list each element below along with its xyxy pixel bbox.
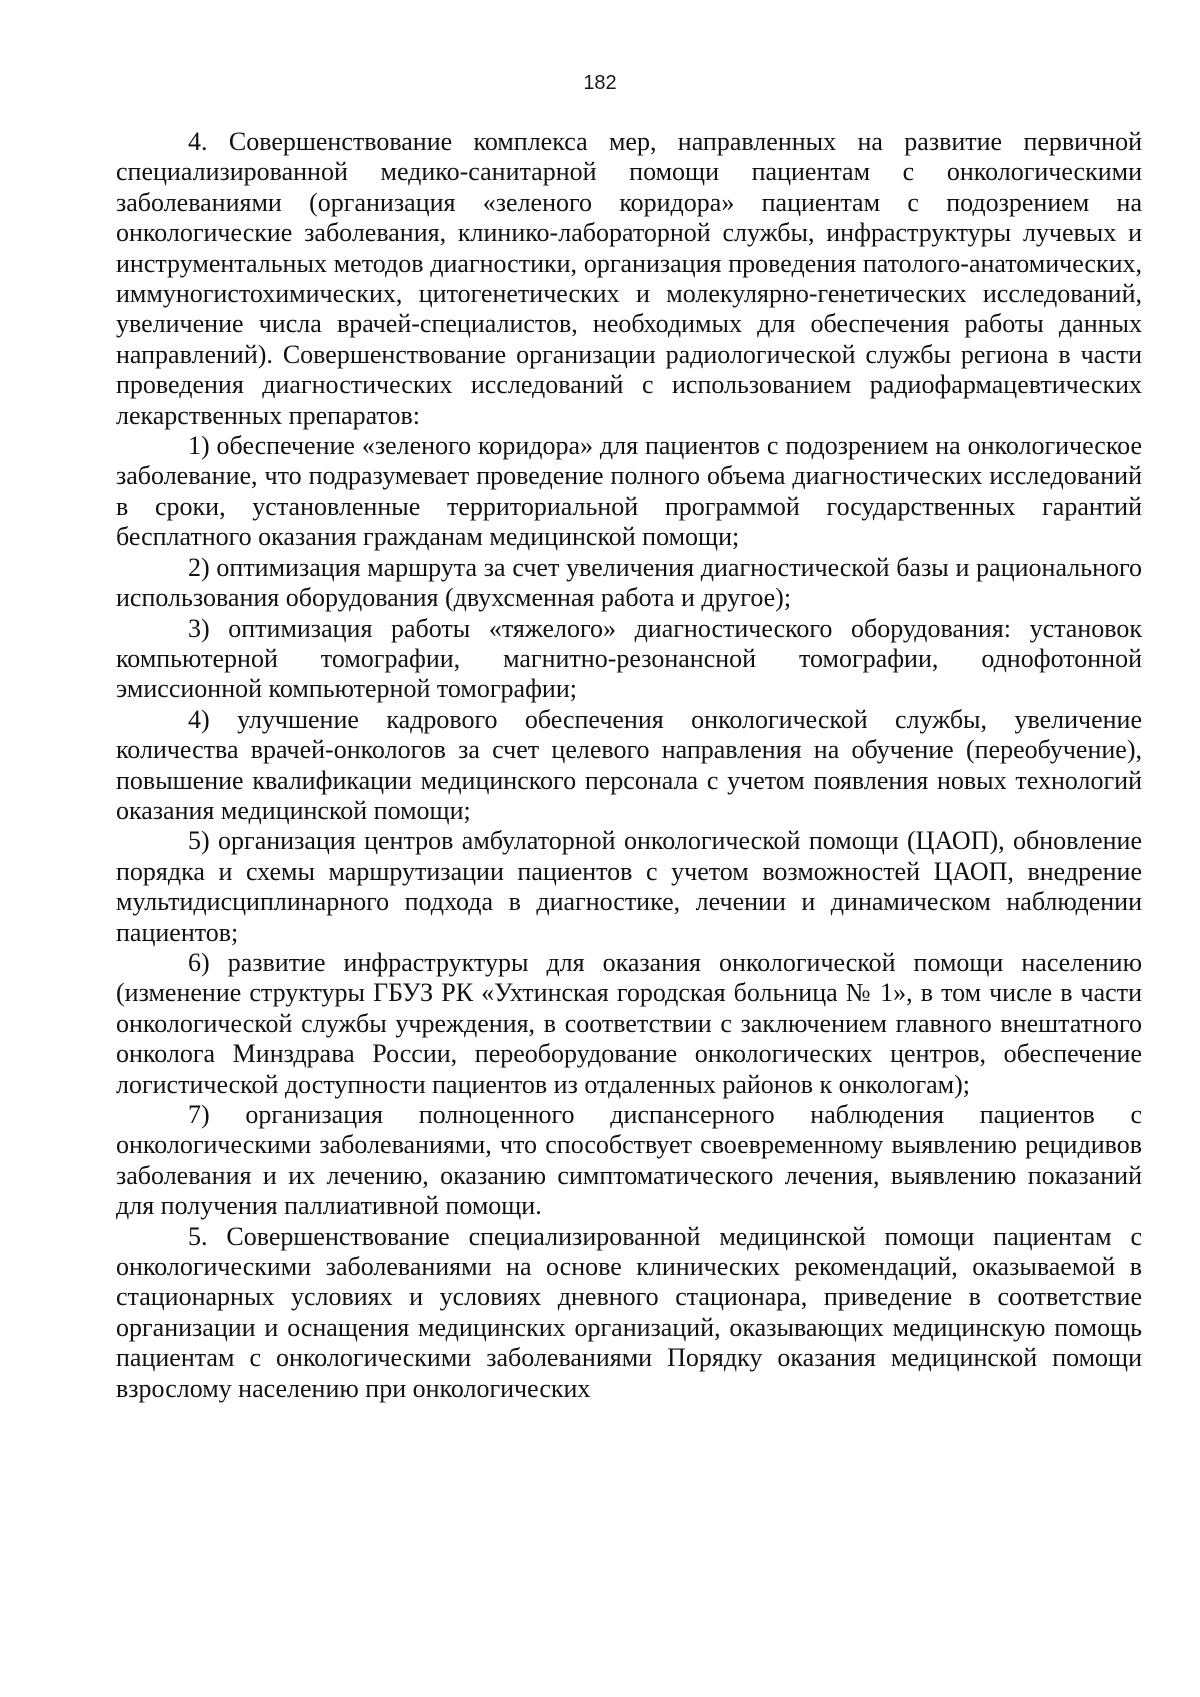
list-item-7: 7) организация полноценного диспансерного наблюдения пациентов с онкологическими заболеваниями, что способствует своевременному выявлению рецидивов заболевания и их лечению, оказанию симптоматического лечения, выявлению показаний для получения паллиативной помощи. bbox=[116, 1100, 1142, 1221]
list-item-3: 3) оптимизация работы «тяжелого» диагностического оборудования: установок компьютерной томографии, магнитно-резонансной томографии, однофотонной эмиссионной компьютерной томографии; bbox=[116, 613, 1142, 704]
list-item-4: 4) улучшение кадрового обеспечения онкологической службы, увеличение количества врачей-онкологов за счет целевого направления на обучение (переобучение), повышение квалификации медицинского персонала с учетом появления новых технологий оказания медицинской помощи; bbox=[116, 704, 1142, 825]
paragraph-section-5: 5. Совершенствование специализированной медицинской помощи пациентам с онкологическими заболеваниями на основе клинических рекомендаций, оказываемой в стационарных условиях и условиях дневного стационара, приведение в соответствие организации и оснащения медицинских организаций, оказывающих медицинскую помощь пациентам с онкологическими заболеваниями Порядку оказания медицинской помощи взрослому населению при онкологических bbox=[116, 1221, 1142, 1403]
list-item-6: 6) развитие инфраструктуры для оказания онкологической помощи населению (изменение структуры ГБУЗ РК «Ухтинская городская больница № 1», в том числе в части онкологической службы учреждения, в соответствии с заключением главного внештатного онколога Минздрава России, переоборудование онкологических центров, обеспечение логистической доступности пациентов из отдаленных районов к онкологам); bbox=[116, 947, 1142, 1099]
list-item-1: 1) обеспечение «зеленого коридора» для пациентов с подозрением на онкологическое заболевание, что подразумевает проведение полного объема диагностических исследований в сроки, установленные территориальной программой государственных гарантий бесплатного оказания гражданам медицинской помощи; bbox=[116, 431, 1142, 552]
page-number: 182 bbox=[583, 72, 617, 94]
document-body bbox=[116, 127, 1142, 1404]
list-item-5: 5) организация центров амбулаторной онкологической помощи (ЦАОП), обновление порядка и схемы маршрутизации пациентов с учетом возможностей ЦАОП, внедрение мультидисциплинарного подхода в диагностике, лечении и динамическом наблюдении пациентов; bbox=[116, 826, 1142, 947]
paragraph-section-4: 4. Совершенствование комплекса мер, направленных на развитие первичной специализированной медико-санитарной помощи пациентам с онкологическими заболеваниями (организация «зеленого коридора» пациентам с подозрением на онкологические заболевания, клинико-лабораторной службы, инфраструктуры лучевых и инструментальных методов диагностики, организация проведения патолого-анатомических, иммуногистохимических, цитогенетических и молекулярно-генетических исследований, увеличение числа врачей-специалистов, необходимых для обеспечения работы данных направлений). Совершенствование организации радиологической службы региона в части проведения диагностических исследований с использованием радиофармацевтических лекарственных препаратов: bbox=[116, 127, 1142, 430]
list-item-2: 2) оптимизация маршрута за счет увеличения диагностической базы и рационального использования оборудования (двухсменная работа и другое); bbox=[116, 552, 1142, 613]
